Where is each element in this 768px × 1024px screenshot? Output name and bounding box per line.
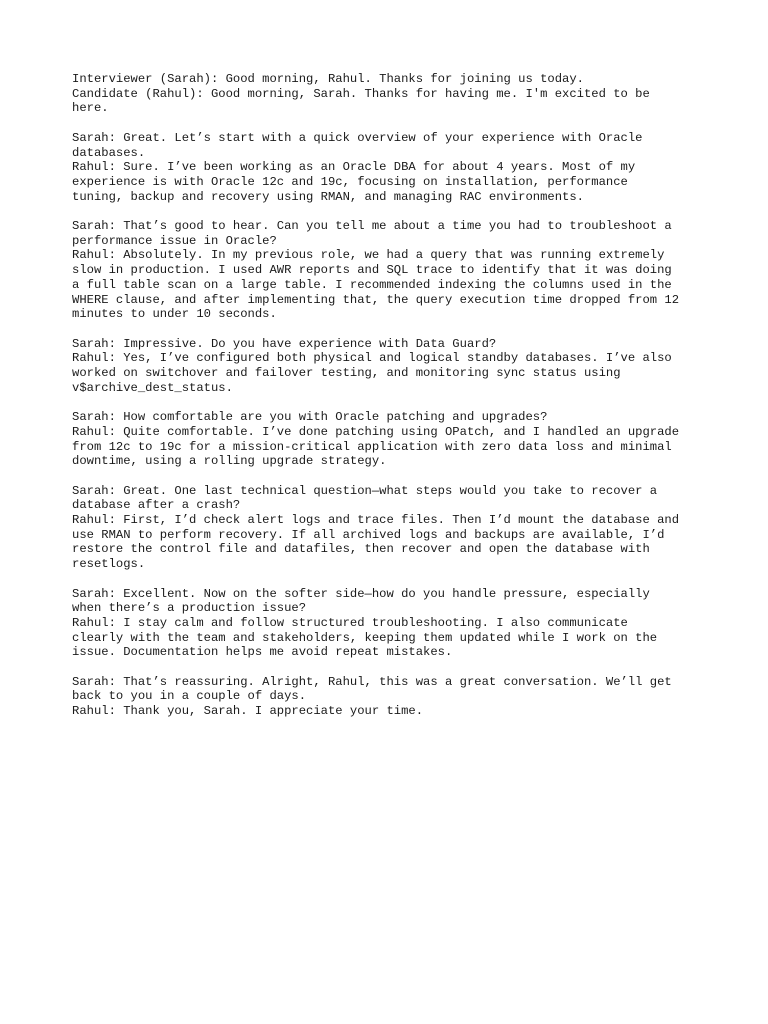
text-line: Sarah: Excellent. Now on the softer side—how do you handle pressure, especially (72, 586, 650, 601)
text-line: back to you in a couple of days. (72, 689, 307, 704)
text-line: tuning, backup and recovery using RMAN, and managing RAC environments. (72, 189, 584, 204)
paragraph-greeting (72, 72, 712, 116)
text-line: restore the control file and datafiles, then recover and open the database with (72, 542, 650, 557)
text-line: a full table scan on a large table. I recommended indexing the columns used in the (72, 277, 672, 292)
text-line: worked on switchover and failover testing, and monitoring sync status using (72, 366, 621, 381)
text-line: experience is with Oracle 12c and 19c, focusing on installation, performance (72, 174, 628, 189)
text-line: Rahul: Quite comfortable. I’ve done patching using OPatch, and I handled an upgrade (72, 424, 680, 439)
text-line: Sarah: Great. One last technical question—what steps would you take to recover a (72, 483, 658, 498)
paragraph-recovery (72, 484, 712, 572)
paragraph-soft-skills (72, 587, 712, 661)
text-line: Sarah: Great. Let’s start with a quick overview of your experience with Oracle (72, 130, 643, 145)
text-line: use RMAN to perform recovery. If all archived logs and backups are available, I’d (72, 527, 665, 542)
paragraph-data-guard (72, 337, 712, 396)
text-line: WHERE clause, and after implementing that, the query execution time dropped from 12 (72, 292, 680, 307)
paragraph-closing (72, 675, 712, 719)
text-line: issue. Documentation helps me avoid repeat mistakes. (72, 645, 453, 660)
text-line: Rahul: Absolutely. In my previous role, we had a query that was running extremely (72, 248, 665, 263)
text-line: Sarah: How comfortable are you with Oracle patching and upgrades? (72, 410, 548, 425)
paragraph-patching (72, 410, 712, 469)
text-line: Rahul: Thank you, Sarah. I appreciate your time. (72, 704, 424, 719)
text-line: performance issue in Oracle? (72, 233, 277, 248)
text-line: here. (72, 101, 109, 116)
interview-transcript (72, 72, 712, 734)
paragraph-experience (72, 131, 712, 205)
text-line: v$archive_dest_status. (72, 380, 233, 395)
text-line: Rahul: First, I’d check alert logs and trace files. Then I’d mount the database and (72, 513, 680, 528)
text-line: Sarah: That’s good to hear. Can you tell me about a time you had to troubleshoot a (72, 219, 672, 233)
text-line: minutes to under 10 seconds. (72, 307, 277, 322)
text-line: Sarah: Impressive. Do you have experience with Data Guard? (72, 336, 497, 351)
text-line: Sarah: That’s reassuring. Alright, Rahul, this was a great conversation. We’ll get (72, 674, 672, 689)
text-line: databases. (72, 145, 146, 160)
text-line: downtime, using a rolling upgrade strategy. (72, 454, 387, 469)
text-line: Candidate (Rahul): Good morning, Sarah. Thanks for having me. I'm excited to be (72, 86, 650, 101)
text-line: from 12c to 19c for a mission-critical application with zero data loss and minimal (72, 439, 672, 454)
text-line: Interviewer (Sarah): Good morning, Rahul. Thanks for joining us today. (72, 72, 584, 86)
paragraph-performance (72, 219, 712, 322)
text-line: Rahul: I stay calm and follow structured troubleshooting. I also communicate (72, 615, 628, 630)
text-line: clearly with the team and stakeholders, keeping them updated while I work on the (72, 630, 658, 645)
text-line: slow in production. I used AWR reports and SQL trace to identify that it was doing (72, 263, 672, 278)
text-line: Rahul: Yes, I’ve configured both physical and logical standby databases. I’ve also (72, 351, 672, 366)
text-line: resetlogs. (72, 557, 146, 572)
text-line: when there’s a production issue? (72, 601, 307, 616)
text-line: database after a crash? (72, 498, 241, 513)
text-line: Rahul: Sure. I’ve been working as an Oracle DBA for about 4 years. Most of my (72, 160, 636, 175)
